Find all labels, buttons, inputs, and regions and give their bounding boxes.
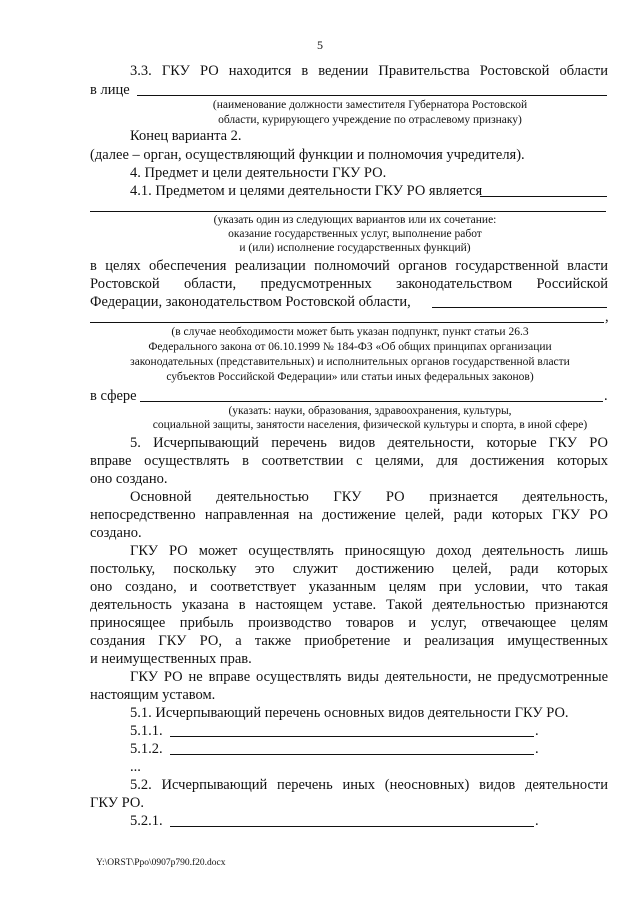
item-5-1-1-period: .: [535, 723, 539, 739]
item-5-2-1-period: .: [535, 813, 539, 829]
section-5-line-3: оно создано.: [90, 471, 168, 487]
section-5-2-line-2: ГКУ РО.: [90, 795, 144, 811]
blank-line-5-1-1: [170, 736, 534, 737]
note-law-1: (в случае необходимости может быть указан подпункт, пункт статьи 26.3: [171, 326, 529, 338]
note-sphere-2: социальной защиты, занятости населения, физической культуры и спорта, в иной сфере): [152, 419, 588, 431]
income-activity-2: постольку, поскольку это служит достижению целей, ради которых: [90, 561, 608, 577]
para-purpose-3: Федерации, законодательством Ростовской области,: [90, 294, 411, 310]
section-5-2-line-1: 5.2. Исчерпывающий перечень иных (неосновных) видов деятельности: [130, 777, 608, 793]
note-law-4: субъектов Российской Федерации» или статьи иных федеральных законов): [166, 371, 534, 383]
end-variant: Конец варианта 2.: [130, 128, 242, 144]
income-activity-1: ГКУ РО может осуществлять приносящую доход деятельность лишь: [130, 543, 608, 559]
blank-line-subject: [480, 196, 607, 197]
restriction-1: ГКУ РО не вправе осуществлять виды деятельности, не предусмотренные: [130, 669, 608, 685]
section-4-1-line: 4.1. Предметом и целями деятельности ГКУ РО является: [130, 183, 483, 199]
further-text: (далее – орган, осуществляющий функции и полномочия учредителя).: [90, 147, 525, 163]
blank-line-5-1-2: [170, 754, 534, 755]
blank-line-5-2-1: [170, 826, 534, 827]
main-activity-2: непосредственно направленная на достижение целей, ради которых ГКУ РО: [90, 507, 608, 523]
ellipsis: ...: [130, 759, 141, 775]
blank-line-law-2: [90, 322, 604, 323]
note-official-1: (наименование должности заместителя Губернатора Ростовской: [212, 99, 528, 111]
section-3-3-prefix: в лице: [90, 82, 130, 98]
sphere-period: .: [604, 388, 608, 404]
income-activity-5: приносящее прибыль производство товаров и услуг, отвечающее целям: [90, 615, 608, 631]
comma: ,: [605, 309, 609, 325]
income-activity-4: деятельность указана в настоящем уставе. Такой деятельностью признаются: [90, 597, 608, 613]
item-5-1-2-period: .: [535, 741, 539, 757]
item-5-1-2-label: 5.1.2.: [130, 741, 163, 757]
para-purpose-2: Ростовской области, предусмотренных законодательством Российской: [90, 276, 608, 292]
section-5-line-1: 5. Исчерпывающий перечень видов деятельности, которые ГКУ РО: [130, 435, 608, 451]
note-sphere-1: (указать: науки, образования, здравоохранения, культуры,: [228, 405, 512, 417]
para-purpose-1: в целях обеспечения реализации полномочий органов государственной власти: [90, 258, 608, 274]
income-activity-6: создания ГКУ РО, а также приобретение и реализация имущественных: [90, 633, 608, 649]
item-5-1-1-label: 5.1.1.: [130, 723, 163, 739]
blank-line-sphere: [140, 401, 603, 402]
footer-file-path: Y:\ORST\Ppo\0907p790.f20.docx: [96, 858, 226, 868]
item-5-2-1-label: 5.2.1.: [130, 813, 163, 829]
note-law-3: законодательных (представительных) и исполнительных органов государственной власти: [130, 356, 570, 368]
blank-line-law: [432, 307, 607, 308]
note-subject-2: оказание государственных услуг, выполнение работ: [228, 228, 482, 240]
note-law-2: Федерального закона от 06.10.1999 № 184-ФЗ «Об общих принципах организации: [148, 341, 552, 353]
income-activity-7: и неимущественных прав.: [90, 651, 252, 667]
blank-line-subject-2: [90, 211, 606, 212]
section-4-heading: 4. Предмет и цели деятельности ГКУ РО.: [130, 165, 387, 181]
main-activity-3: создано.: [90, 525, 142, 541]
page-number: 5: [317, 38, 323, 52]
sphere-prefix: в сфере: [90, 388, 137, 404]
restriction-2: настоящим уставом.: [90, 687, 216, 703]
section-5-line-2: вправе осуществлять в соответствии с целями, для достижения которых: [90, 453, 608, 469]
income-activity-3: оно создано, и соответствует указанным целям при условии, что такая: [90, 579, 608, 595]
note-official-2: области, курирующего учреждение по отраслевому признаку): [218, 114, 522, 126]
main-activity-1: Основной деятельностью ГКУ РО признается деятельность,: [130, 489, 608, 505]
section-3-3-line: 3.3. ГКУ РО находится в ведении Правительства Ростовской области: [130, 63, 608, 79]
note-subject-3: и (или) исполнение государственных функций): [239, 242, 471, 254]
note-subject-1: (указать один из следующих вариантов или их сочетание:: [213, 214, 497, 226]
section-5-1: 5.1. Исчерпывающий перечень основных видов деятельности ГКУ РО.: [130, 705, 569, 721]
blank-line-official: [137, 95, 607, 96]
